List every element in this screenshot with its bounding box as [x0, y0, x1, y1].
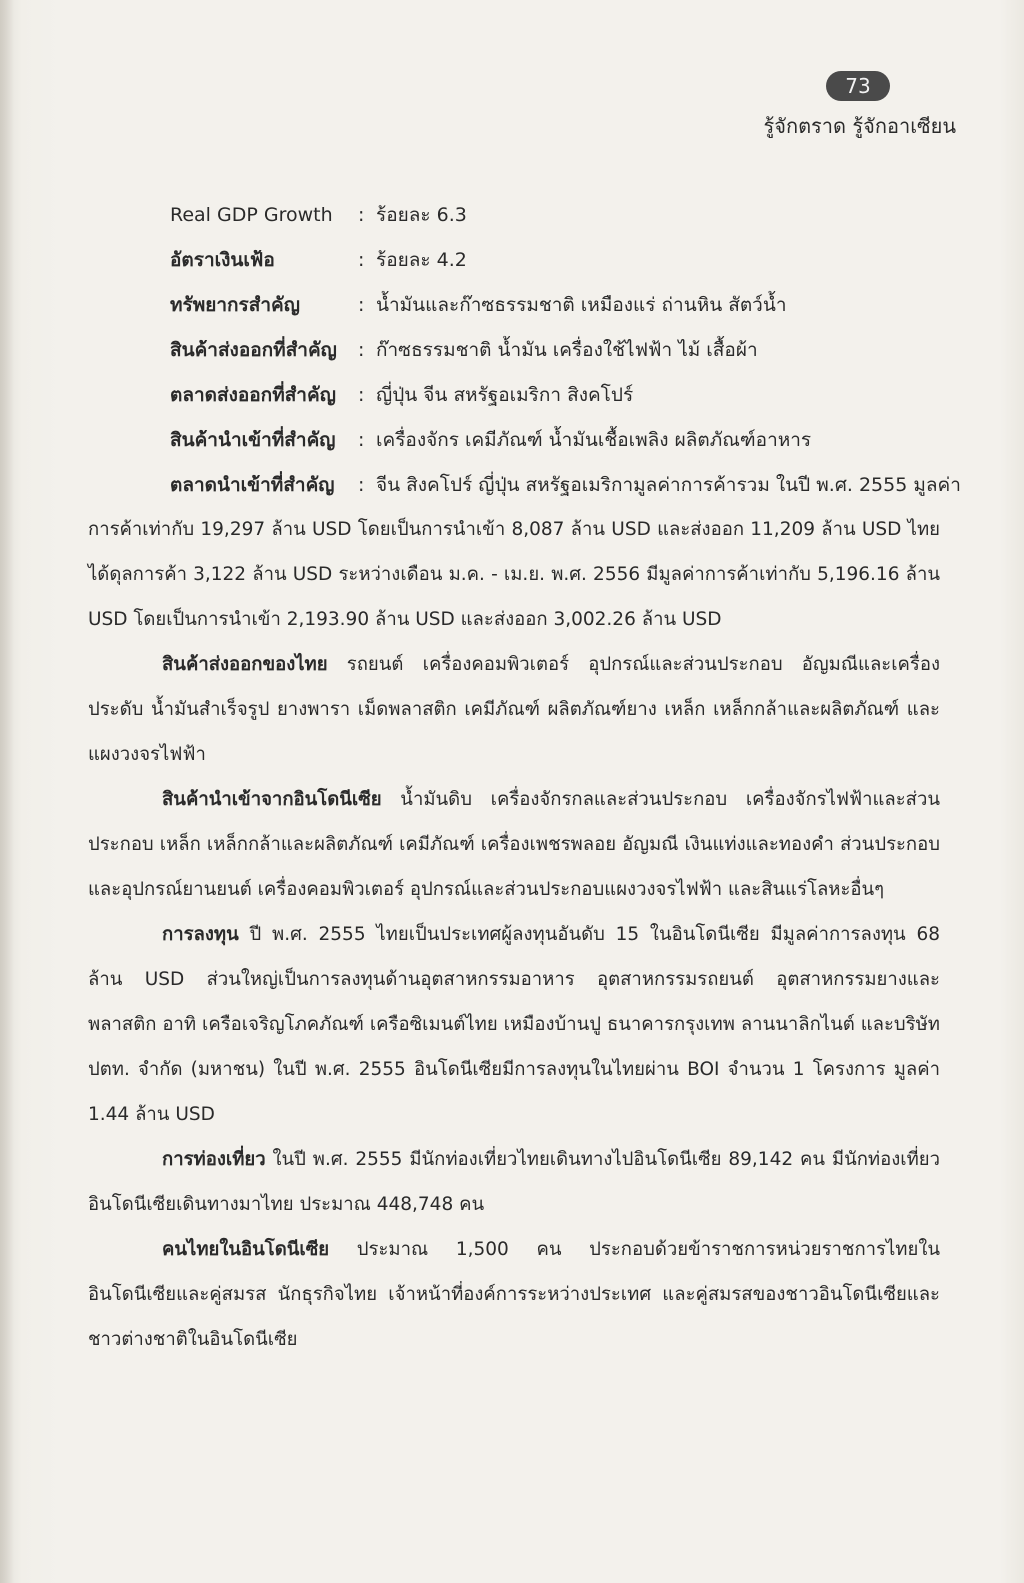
fact-label: ตลาดส่งออกที่สำคัญ — [170, 383, 336, 406]
fact-colon: : — [358, 293, 365, 316]
fact-value: ญี่ปุ่น จีน สหรัฐอเมริกา สิงคโปร์ — [376, 383, 634, 406]
fact-row — [170, 237, 970, 282]
fact-row — [170, 282, 970, 327]
fact-value: ร้อยละ 6.3 — [376, 203, 467, 226]
spine-shadow — [0, 0, 14, 1583]
fact-colon: : — [358, 473, 365, 496]
paragraph-text: รถยนต์ เครื่องคอมพิวเตอร์ อุปกรณ์และส่วนประกอบ อัญมณีและเครื่องประดับ น้ำมันสำเร็จรูป ยางพารา เม็ดพลาสติก เคมีภัณฑ์ ผลิตภัณฑ์ยาง เหล็ก เหล็กกล้าและผลิตภัณฑ์ และแผงวงจรไฟฟ้า — [88, 654, 940, 765]
fact-colon: : — [358, 428, 365, 451]
body-text — [88, 507, 940, 1362]
paragraph-lead: สินค้านำเข้าจากอินโดนีเซีย — [162, 789, 382, 810]
fact-label: ทรัพยากรสำคัญ — [170, 293, 300, 316]
fact-value: ร้อยละ 4.2 — [376, 248, 467, 271]
paragraph-investment — [88, 912, 940, 1137]
paragraph-lead: คนไทยในอินโดนีเซีย — [162, 1239, 330, 1260]
paragraph-tourism — [88, 1137, 940, 1227]
fact-label: สินค้าส่งออกที่สำคัญ — [170, 338, 337, 361]
paragraph-text: น้ำมันดิบ เครื่องจักรกลและส่วนประกอบ เครื่องจักรไฟฟ้าและส่วนประกอบ เหล็ก เหล็กกล้าและผลิตภัณฑ์ เคมีภัณฑ์ เครื่องเพชรพลอย อัญมณี เงินแท่งและทองคำ ส่วนประกอบและอุปกรณ์ยานยนต์ เครื่องคอมพิวเตอร์ อุปกรณ์และส่วนประกอบแผงวงจรไฟฟ้า และสินแร่โลหะอื่นๆ — [88, 789, 940, 900]
running-header: รู้จักตราด รู้จักอาเซียน — [763, 114, 956, 138]
fact-row — [170, 192, 970, 237]
fact-colon: : — [358, 203, 365, 226]
fact-value: จีน สิงคโปร์ ญี่ปุ่น สหรัฐอเมริกามูลค่าการค้ารวม ในปี พ.ศ. 2555 มูลค่า — [376, 473, 961, 496]
fact-colon: : — [358, 338, 365, 361]
paragraph-imports — [88, 777, 940, 912]
paragraph-lead: สินค้าส่งออกของไทย — [162, 654, 328, 675]
paragraph-text: ประมาณ 1,500 คน ประกอบด้วยข้าราชการหน่วยราชการไทยในอินโดนีเซียและคู่สมรส นักธุรกิจไทย เจ้าหน้าที่องค์การระหว่างประเทศ และคู่สมรสของชาวอินโดนีเซียและชาวต่างชาติในอินโดนีเซีย — [88, 1239, 940, 1350]
paragraph-text: ในปี พ.ศ. 2555 มีนักท่องเที่ยวไทยเดินทางไปอินโดนีเซีย 89,142 คน มีนักท่องเที่ยวอินโดนีเซียเดินทางมาไทย ประมาณ 448,748 คน — [88, 1149, 940, 1215]
paragraph-text: ปี พ.ศ. 2555 ไทยเป็นประเทศผู้ลงทุนอันดับ 15 ในอินโดนีเซีย มีมูลค่าการลงทุน 68 ล้าน USD ส่วนใหญ่เป็นการลงทุนด้านอุตสาหกรรมอาหาร อุตสาหกรรมรถยนต์ อุตสาหกรรมยางและพลาสติก อาทิ เครือเจริญโภคภัณฑ์ เครือซิเมนต์ไทย เหมืองบ้านปู ธนาคารกรุงเทพ ลานนาลิกไนต์ และบริษัท ปตท. จำกัด (มหาชน) ในปี พ.ศ. 2555 อินโดนีเซียมีการลงทุนในไทยผ่าน BOI จำนวน 1 โครงการ มูลค่า 1.44 ล้าน USD — [88, 924, 940, 1125]
fact-row — [170, 462, 970, 507]
fact-value: เครื่องจักร เคมีภัณฑ์ น้ำมันเชื้อเพลิง ผลิตภัณฑ์อาหาร — [376, 428, 812, 451]
fact-colon: : — [358, 248, 365, 271]
paragraph-thais-in-indonesia — [88, 1227, 940, 1362]
fact-label: ตลาดนำเข้าที่สำคัญ — [170, 473, 335, 496]
paragraph-lead: การท่องเที่ยว — [162, 1149, 266, 1170]
facts-table — [170, 192, 970, 507]
fact-colon: : — [358, 383, 365, 406]
fact-row — [170, 417, 970, 462]
trade-continuation: การค้าเท่ากับ 19,297 ล้าน USD โดยเป็นการนำเข้า 8,087 ล้าน USD และส่งออก 11,209 ล้าน USD ไทยได้ดุลการค้า 3,122 ล้าน USD ระหว่างเดือน ม.ค. - เม.ย. พ.ศ. 2556 มีมูลค่าการค้าเท่ากับ 5,196.16 ล้าน USD โดยเป็นการนำเข้า 2,193.90 ล้าน USD และส่งออก 3,002.26 ล้าน USD — [88, 519, 940, 630]
fact-label: อัตราเงินเฟ้อ — [170, 248, 275, 271]
fact-value: น้ำมันและก๊าซธรรมชาติ เหมืองแร่ ถ่านหิน สัตว์น้ำ — [376, 293, 787, 316]
page-number-badge: 73 — [826, 71, 890, 101]
paragraph-exports — [88, 642, 940, 777]
fact-label: Real GDP Growth — [170, 203, 333, 226]
fact-value: ก๊าซธรรมชาติ น้ำมัน เครื่องใช้ไฟฟ้า ไม้ เสื้อผ้า — [376, 338, 758, 361]
fact-row — [170, 372, 970, 417]
fact-label: สินค้านำเข้าที่สำคัญ — [170, 428, 336, 451]
fact-row — [170, 327, 970, 372]
paragraph-lead: การลงทุน — [162, 924, 239, 945]
